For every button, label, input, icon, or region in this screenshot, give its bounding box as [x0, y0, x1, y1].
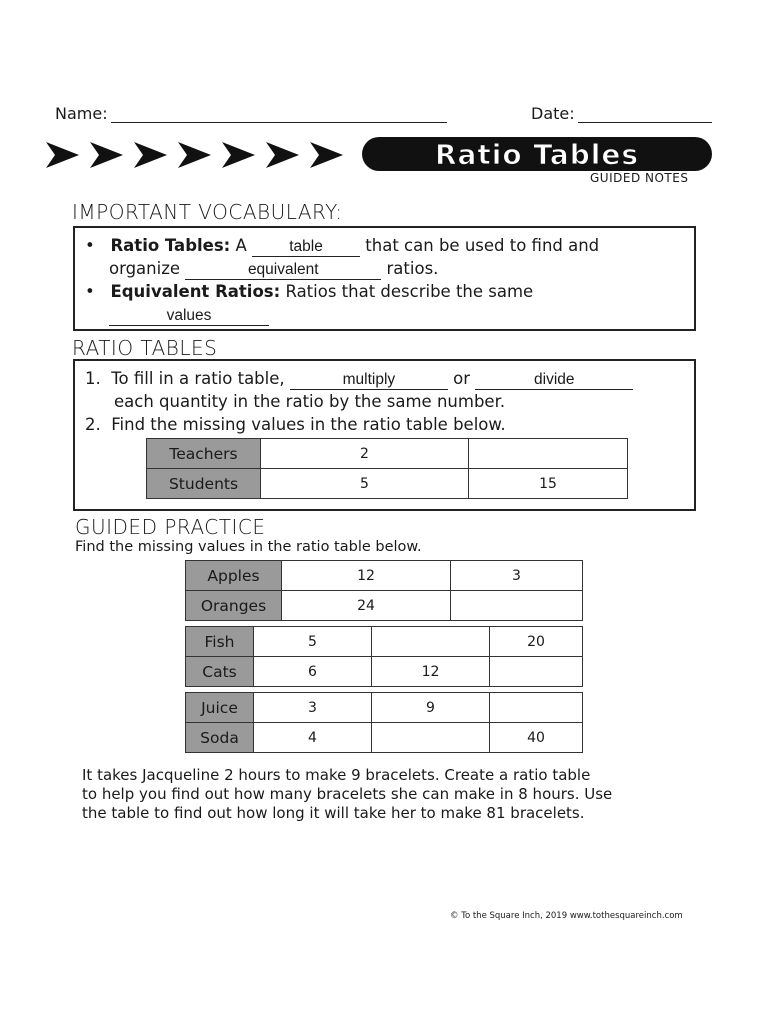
- table-row: [186, 657, 583, 687]
- table-cell[interactable]: 2: [261, 439, 469, 469]
- blank-equivalent[interactable]: equivalent: [185, 261, 381, 280]
- step-text: Find the missing values in the ratio table below.: [111, 415, 506, 434]
- table-row: [147, 439, 628, 469]
- blank-table[interactable]: table: [252, 238, 360, 257]
- bullet: •: [85, 282, 111, 301]
- bullet: •: [85, 236, 111, 255]
- word-problem-line: It takes Jacqueline 2 hours to make 9 bracelets. Create a ratio table: [82, 766, 591, 784]
- step-text: To fill in a ratio table,: [111, 369, 290, 388]
- word-problem: [82, 766, 722, 823]
- date-field[interactable]: [578, 122, 712, 123]
- row-label-teachers: Teachers: [147, 439, 261, 469]
- definition-text: organize: [109, 259, 186, 278]
- blank-values[interactable]: values: [109, 307, 269, 326]
- ratio-tables-steps: [85, 367, 690, 436]
- vocab-item-ratio-tables: [85, 234, 685, 326]
- ratio-tables-box: [73, 359, 696, 511]
- table-cell[interactable]: [451, 591, 583, 621]
- page-title: Ratio Tables: [434, 138, 640, 171]
- step-number: 2.: [85, 415, 101, 434]
- row-label-soda: Soda: [186, 723, 254, 753]
- row-label-fish: Fish: [186, 627, 254, 657]
- table-cell[interactable]: 15: [469, 469, 628, 499]
- table-row: [147, 469, 628, 499]
- table-cell[interactable]: 12: [282, 561, 451, 591]
- table-cell[interactable]: [372, 627, 490, 657]
- word-problem-line: the table to find out how long it will take her to make 81 bracelets.: [82, 804, 585, 822]
- table-cell[interactable]: [490, 693, 583, 723]
- name-label: Name:: [55, 104, 108, 123]
- definition-text: Ratios that describe the same: [280, 282, 534, 301]
- definition-text: A: [230, 236, 253, 255]
- table-row: [186, 693, 583, 723]
- table-cell[interactable]: 5: [261, 469, 469, 499]
- fish-cats-table: [185, 626, 583, 687]
- guided-practice-instructions: Find the missing values in the ratio table below.: [75, 539, 422, 555]
- row-label-students: Students: [147, 469, 261, 499]
- term-ratio-tables: Ratio Tables:: [110, 236, 231, 255]
- vocab-heading: IMPORTANT VOCABULARY:: [72, 200, 343, 224]
- row-label-juice: Juice: [186, 693, 254, 723]
- subtitle: GUIDED NOTES: [590, 171, 689, 185]
- table-row: [186, 627, 583, 657]
- blank-divide[interactable]: divide: [475, 371, 633, 390]
- table-cell[interactable]: [490, 657, 583, 687]
- teachers-students-table: [146, 438, 628, 499]
- definition-text: ratios.: [381, 259, 439, 278]
- copyright-footer: © To the Square Inch, 2019 www.tothesquareinch.com: [450, 911, 683, 921]
- definition-text: that can be used to find and: [360, 236, 600, 255]
- table-cell[interactable]: 9: [372, 693, 490, 723]
- vocab-box: [73, 226, 696, 331]
- table-cell[interactable]: 40: [490, 723, 583, 753]
- table-cell[interactable]: 6: [254, 657, 372, 687]
- row-label-cats: Cats: [186, 657, 254, 687]
- table-cell[interactable]: 12: [372, 657, 490, 687]
- arrow-banner-icon: [46, 138, 362, 172]
- table-cell[interactable]: [469, 439, 628, 469]
- word-problem-line: to help you find out how many bracelets she can make in 8 hours. Use: [82, 785, 613, 803]
- ratio-tables-heading: RATIO TABLES: [72, 336, 218, 360]
- table-cell[interactable]: 24: [282, 591, 451, 621]
- name-field[interactable]: [111, 122, 447, 123]
- term-equivalent-ratios: Equivalent Ratios:: [110, 282, 281, 301]
- table-cell[interactable]: 4: [254, 723, 372, 753]
- table-cell[interactable]: [372, 723, 490, 753]
- table-row: [186, 591, 583, 621]
- table-cell[interactable]: 3: [254, 693, 372, 723]
- table-cell[interactable]: 20: [490, 627, 583, 657]
- blank-multiply[interactable]: multiply: [290, 371, 448, 390]
- table-row: [186, 723, 583, 753]
- table-cell[interactable]: 3: [451, 561, 583, 591]
- table-cell[interactable]: 5: [254, 627, 372, 657]
- step-text: or: [447, 369, 476, 388]
- date-label: Date:: [531, 104, 575, 123]
- row-label-oranges: Oranges: [186, 591, 282, 621]
- step-number: 1.: [85, 369, 101, 388]
- apples-oranges-table: [185, 560, 583, 621]
- step-text: each quantity in the ratio by the same number.: [114, 392, 506, 411]
- table-row: [186, 561, 583, 591]
- juice-soda-table: [185, 692, 583, 753]
- guided-practice-heading: GUIDED PRACTICE: [75, 515, 266, 539]
- row-label-apples: Apples: [186, 561, 282, 591]
